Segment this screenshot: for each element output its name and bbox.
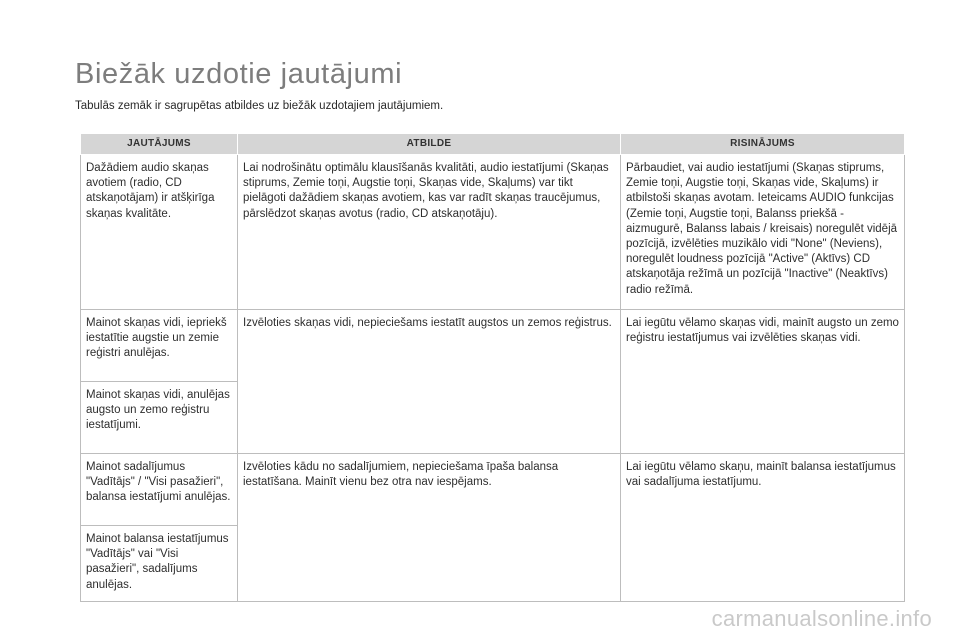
table-row [81, 155, 905, 310]
question-cell: Mainot skaņas vidi, anulējas augsto un zemo reģistru iestatījumi. [81, 382, 238, 454]
page-subtitle: Tabulās zemāk ir sagrupētas atbildes uz biežāk uzdotajiem jautājumiem. [75, 100, 444, 112]
header-answer: ATBILDE [238, 134, 621, 155]
question-cell: Dažādiem audio skaņas avotiem (radio, CD atskaņotājam) ir atšķirīga skaņas kvalitāte. [81, 155, 238, 310]
question-cell: Mainot sadalījumus "Vadītājs" / "Visi pasažieri", balansa iestatījumi anulējas. [81, 454, 238, 526]
header-question: JAUTĀJUMS [81, 134, 238, 155]
header-solution: RISINĀJUMS [621, 134, 905, 155]
table-row [81, 454, 905, 526]
answer-cell: Izvēloties skaņas vidi, nepieciešams iestatīt augstos un zemos reģistrus. [238, 310, 621, 454]
question-cell: Mainot balansa iestatījumus "Vadītājs" vai "Visi pasažieri", sadalījums anulējas. [81, 526, 238, 602]
question-cell: Mainot skaņas vidi, iepriekš iestatītie augstie un zemie reģistri anulējas. [81, 310, 238, 382]
answer-cell: Lai nodrošinātu optimālu klausīšanās kvalitāti, audio iestatījumi (Skaņas stiprums, Zemie toņi, Augstie toņi, Skaņas vide, Skaļums) var tikt pielāgoti dažādiem skaņas avotiem, kas var radīt skaņas traucējumus, pārslēdzot skaņas avotus (radio, CD atskaņotāju). [238, 155, 621, 310]
watermark: carmanualsonline.info [711, 606, 932, 631]
table-row [81, 310, 905, 382]
answer-cell: Izvēloties kādu no sadalījumiem, nepieciešama īpaša balansa iestatīšana. Mainīt vienu bez otra nav iespējams. [238, 454, 621, 602]
faq-table [80, 133, 905, 602]
solution-cell: Lai iegūtu vēlamo skaņu, mainīt balansa iestatījumus vai sadalījuma iestatījumu. [621, 454, 905, 602]
table-header-row [81, 134, 905, 155]
solution-cell: Pārbaudiet, vai audio iestatījumi (Skaņas stiprums, Zemie toņi, Augstie toņi, Skaņas vide, Skaļums) ir atbilstoši skaņas avotam. Ieteicams AUDIO funkcijas (Zemie toņi, Augstie toņi, Balanss priekšā - aizmugurē, Balanss labais / kreisais) noregulēt vidējā pozīcijā, izvēlēties muzikālo vidi "None" (Neviens), noregulēt loudness pozīcijā "Active" (Aktīvs) CD atskaņotāja režīmā un pozīcijā "Inactive" (Neaktīvs) radio režīmā. [621, 155, 905, 310]
solution-cell: Lai iegūtu vēlamo skaņas vidi, mainīt augsto un zemo reģistru iestatījumus vai izvēlēties skaņas vidi. [621, 310, 905, 454]
page-title: Biežāk uzdotie jautājumi [75, 58, 403, 90]
